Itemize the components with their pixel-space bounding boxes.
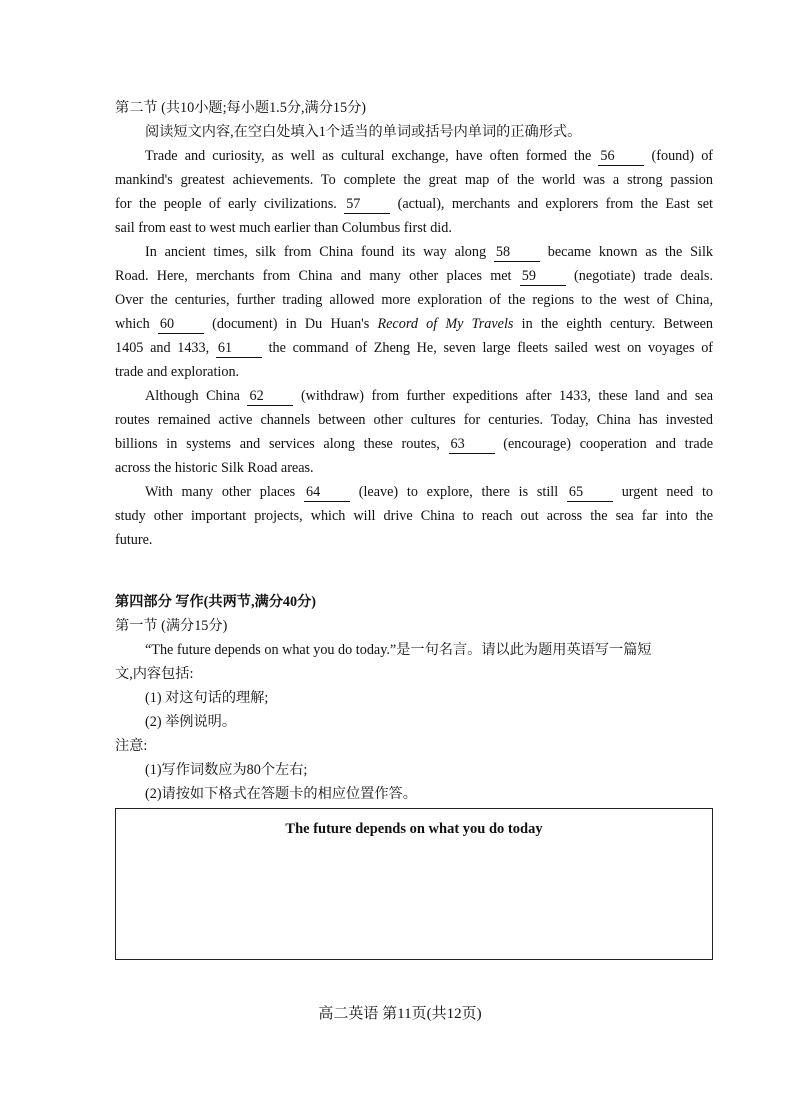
paragraph-line: With many other places 64 (leave) to explore, there is still 65 urgent need to bbox=[145, 484, 714, 500]
paragraph-line: billions in systems and services along these routes, 63 (encourage) cooperation and trade bbox=[115, 436, 714, 452]
blank-56[interactable]: 56 bbox=[598, 148, 644, 166]
requirement-item: (1) 对这句话的理解; bbox=[145, 690, 269, 706]
paragraph-line: for the people of early civilizations. 57 (actual), merchants and explorers from the East set bbox=[115, 196, 713, 212]
paragraph-line: Trade and curiosity, as well as cultural exchange, have often formed the 56 (found) of bbox=[145, 148, 714, 164]
page-footer: 高二英语 第11页(共12页) bbox=[318, 1006, 482, 1022]
note-label: 注意: bbox=[115, 738, 148, 754]
note-item: (2)请按如下格式在答题卡的相应位置作答。 bbox=[145, 786, 417, 802]
blank-65[interactable]: 65 bbox=[567, 484, 613, 502]
writing-prompt: “The future depends on what you do today.”是一句名言。请以此为题用英语写一篇短 bbox=[145, 642, 652, 658]
blank-63[interactable]: 63 bbox=[449, 436, 495, 454]
blank-62[interactable]: 62 bbox=[247, 388, 293, 406]
blank-61[interactable]: 61 bbox=[216, 340, 262, 358]
paragraph-line: Road. Here, merchants from China and many other places met 59 (negotiate) trade deals. bbox=[115, 268, 713, 284]
blank-57[interactable]: 57 bbox=[344, 196, 390, 214]
paragraph-line: mankind's greatest achievements. To complete the great map of the world was a strong passion bbox=[115, 172, 713, 188]
paragraph-line: future. bbox=[115, 532, 153, 548]
blank-60[interactable]: 60 bbox=[158, 316, 204, 334]
section-header: 第二节 (共10小题;每小题1.5分,满分15分) bbox=[115, 100, 367, 116]
paragraph-line: sail from east to west much earlier than Columbus first did. bbox=[115, 220, 452, 236]
instruction: 阅读短文内容,在空白处填入1个适当的单词或括号内单词的正确形式。 bbox=[145, 124, 582, 140]
writing-prompt: 文,内容包括: bbox=[115, 666, 194, 682]
paragraph-line: 1405 and 1433, 61 the command of Zheng He, seven large fleets sailed west on voyages of bbox=[115, 340, 714, 356]
section-header: 第一节 (满分15分) bbox=[115, 618, 228, 634]
paragraph-line: study other important projects, which will drive China to reach out across the sea far into the bbox=[115, 508, 713, 524]
paragraph-line: routes remained active channels between other cultures for centuries. Today, China has invested bbox=[115, 412, 713, 428]
part-header: 第四部分 写作(共两节,满分40分) bbox=[115, 594, 316, 610]
essay-title: The future depends on what you do today bbox=[285, 821, 543, 837]
paragraph-line: which 60 (document) in Du Huan's Record of My Travels in the eighth century. Between bbox=[115, 316, 714, 332]
answer-box[interactable] bbox=[115, 808, 713, 960]
note-item: (1)写作词数应为80个左右; bbox=[145, 762, 308, 778]
requirement-item: (2) 举例说明。 bbox=[145, 714, 237, 730]
paragraph-line: Over the centuries, further trading allowed more exploration of the regions to the west of China, bbox=[115, 292, 713, 308]
paragraph-line: Although China 62 (withdraw) from further expeditions after 1433, these land and sea bbox=[145, 388, 713, 404]
paragraph-line: trade and exploration. bbox=[115, 364, 240, 380]
blank-58[interactable]: 58 bbox=[494, 244, 540, 262]
blank-59[interactable]: 59 bbox=[520, 268, 566, 286]
paragraph-line: across the historic Silk Road areas. bbox=[115, 460, 314, 476]
paragraph-line: In ancient times, silk from China found its way along 58 became known as the Silk bbox=[145, 244, 713, 260]
blank-64[interactable]: 64 bbox=[304, 484, 350, 502]
